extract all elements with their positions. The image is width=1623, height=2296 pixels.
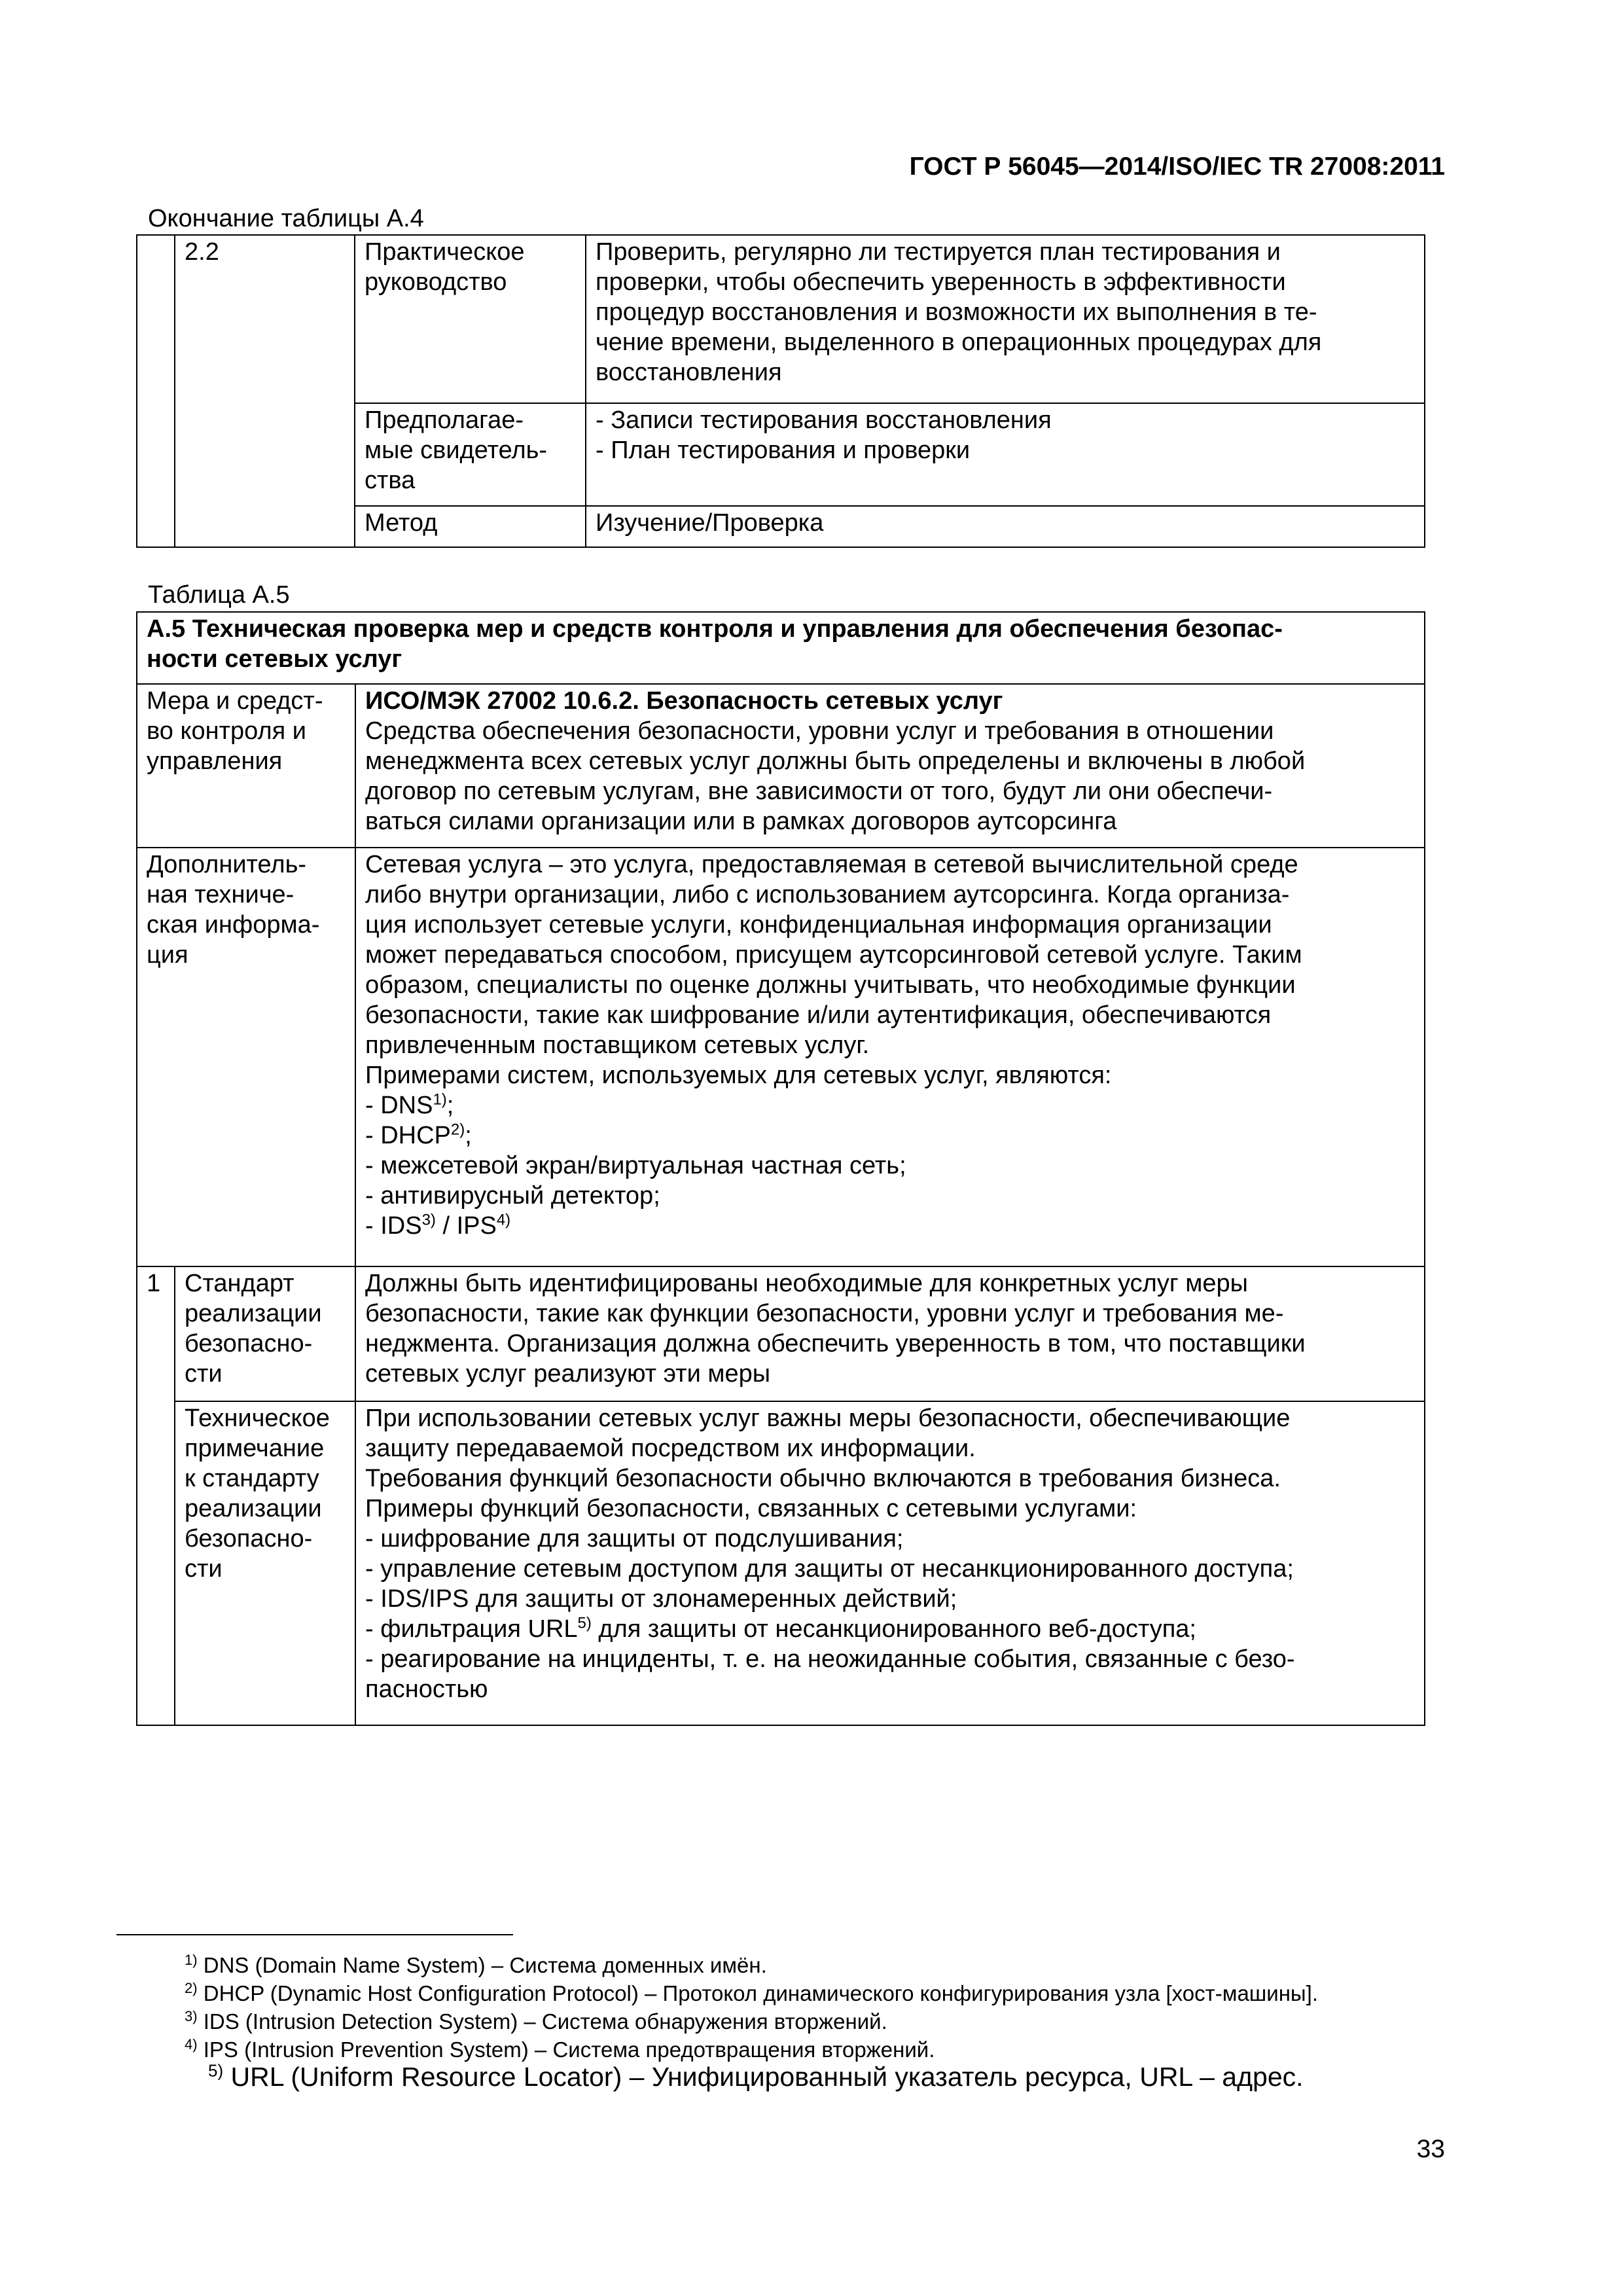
table-a4-label-guide: Практическое руководство xyxy=(355,235,586,403)
row-number: 1 xyxy=(137,1266,175,1725)
control-text: ИСО/МЭК 27002 10.6.2. Безопасность сетевых услуг Средства обеспечения безопасности, уровни услуг и требования в отношении менеджмента всех сетевых услуг должны быть определены и включены в любой договор по сетевым услугам, вне зависимости от того, будут ли они обеспечи- ваться силами организации или в рамках договоров аутсорсинга xyxy=(355,684,1425,848)
table-a5 xyxy=(136,611,1425,1726)
table-a4-end xyxy=(136,234,1425,548)
footnote-ref-5: 5) xyxy=(577,1614,592,1632)
additional-info-label: Дополнитель- ная техниче- ская информа- ция xyxy=(137,848,355,1266)
table-a4-item-no: 2.2 xyxy=(175,235,355,547)
control-heading: ИСО/МЭК 27002 10.6.2. Безопасность сетевых услуг xyxy=(365,687,1003,715)
technical-note-label: Техническое примечание к стандарту реализации безопасно- сти xyxy=(175,1401,355,1725)
document-header: ГОСТ Р 56045—2014/ISO/IEC TR 27008:2011 xyxy=(909,152,1445,181)
table-a5-caption: Таблица А.5 xyxy=(148,581,290,609)
control-label: Мера и средст- во контроля и управления xyxy=(137,684,355,848)
footnote-5: $^{5)}$ URL (Uniform Resource Locator) – Унифицированный указатель ресурса, URL – адрес. xyxy=(208,2060,1304,2092)
table-a4-caption: Окончание таблицы А.4 xyxy=(148,205,424,232)
dhcp-item: - DHCP$^{2)}$; xyxy=(365,1121,472,1149)
table-a5-title: А.5 Техническая проверка мер и средств контроля и управления для обеспечения безопас- ности сетевых услуг xyxy=(137,612,1425,684)
ids-ips-item: - IDS$^{3)}$ / IPS$^{4)}$ xyxy=(365,1211,511,1240)
footnote-ref-3: 3) xyxy=(421,1211,436,1229)
additional-info-text: Сетевая услуга – это услуга, предоставляемая в сетевой вычислительной среде либо внутри организации, либо с использованием аутсорсинга. Когда организа- ция использует сетевые услуги, конфиденциальная информация организации может передаваться способом, присущем аутсорсинговой сетевой услуге. Таким образом, специалисты по оценке должны учитывать, что необходимые функции безопасности, такие как шифрование и/или аутентификация, обеспечиваются привлеченным поставщиком сетевых услуг. Примерами систем, используемых для сетевых услуг, являются: - DNS$^{1)}$; - DHCP$^{2)}$; - межсетевой экран/виртуальная частная сеть; - антивирусный детектор; - IDS$^{3)}$ / IPS$^{4)}$ xyxy=(355,848,1425,1266)
footnote-1: $^{1)}$ DNS (Domain Name System) – Система доменных имён. xyxy=(185,1952,767,1977)
footnote-ref-1: 1) xyxy=(433,1090,447,1109)
footnote-4: $^{4)}$ IPS (Intrusion Prevention System) – Система предотвращения вторжений. xyxy=(185,2036,935,2062)
page-number: 33 xyxy=(1416,2135,1445,2163)
dns-item: - DNS$^{1)}$; xyxy=(365,1090,454,1119)
footnote-ref-2: 2) xyxy=(450,1121,465,1139)
table-a4-method-text: Изучение/Проверка xyxy=(586,506,1425,547)
standard-text: Должны быть идентифицированы необходимые для конкретных услуг меры безопасности, такие как функции безопасности, уровни услуг и требования ме- неджмента. Организация должна обеспечить уверенность в том, что поставщики сетевых услуг реализуют эти меры xyxy=(355,1266,1425,1401)
footnote-3: $^{3)}$ IDS (Intrusion Detection System) – Система обнаружения вторжений. xyxy=(185,2008,887,2034)
footnote-separator xyxy=(116,1934,513,1935)
table-a4-label-method: Метод xyxy=(355,506,586,547)
table-a4-evidence-text: - Записи тестирования восстановления - План тестирования и проверки xyxy=(586,403,1425,506)
footnote-2: $^{2)}$ DHCP (Dynamic Host Configuration Protocol) – Протокол динамического конфигурирования узла [хост-машины]. xyxy=(185,1980,1318,2005)
table-a4-blank-col xyxy=(137,235,175,547)
table-a4-guide-text: Проверить, регулярно ли тестируется план тестирования и проверки, чтобы обеспечить уверенность в эффективности процедур восстановления и возможности их выполнения в те- чение времени, выделенного в операционных процедурах для восстановления xyxy=(586,235,1425,403)
url-item: - фильтрация URL$^{5)}$ для защиты от несанкционированного веб-доступа; xyxy=(365,1614,1196,1643)
footnote-ref-4: 4) xyxy=(496,1211,511,1229)
standard-label: Стандарт реализации безопасно- сти xyxy=(175,1266,355,1401)
technical-note-text: При использовании сетевых услуг важны меры безопасности, обеспечивающие защиту передаваемой посредством их информации. Требования функций безопасности обычно включаются в требования бизнеса. Примеры функций безопасности, связанных с сетевыми услугами: - шифрование для защиты от подслушивания; - управление сетевым доступом для защиты от несанкционированного доступа; - IDS/IPS для защиты от злонамеренных действий; - фильтрация URL$^{5)}$ для защиты от несанкционированного веб-доступа; - реагирование на инциденты, т. е. на неожиданные события, связанные с безо- пасностью xyxy=(355,1401,1425,1725)
table-a4-label-evidence: Предполагае- мые свидетель- ства xyxy=(355,403,586,506)
